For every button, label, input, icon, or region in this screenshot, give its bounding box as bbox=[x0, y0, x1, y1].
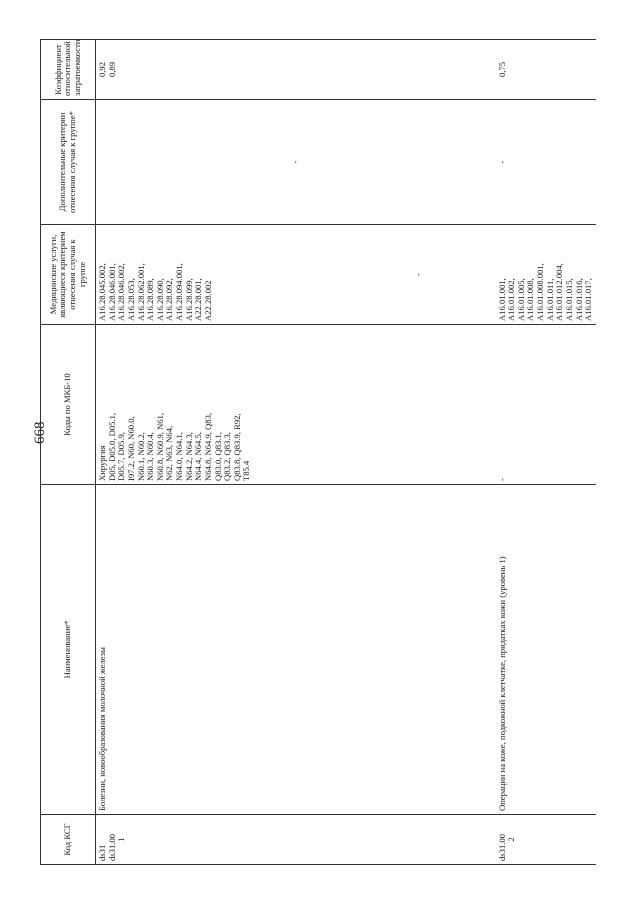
icd-line: D05.7, D05.9, bbox=[116, 432, 127, 481]
service-line: A16.28.046.002, bbox=[116, 263, 127, 321]
code-line: 1 bbox=[116, 837, 127, 842]
header-services: Медицинские услуги, являющиеся критерием отнесения случая к группе bbox=[41, 225, 96, 325]
rotated-page bbox=[40, 40, 597, 865]
service-line: A16.01.017, bbox=[583, 278, 594, 321]
icd-line: N60.1, N60.2, bbox=[135, 432, 146, 481]
icd-line: D05, D05.0, D05.1, bbox=[106, 412, 117, 481]
service-line: A16.28.099, bbox=[183, 278, 194, 321]
service-line: A16.01.001, bbox=[496, 278, 507, 321]
row-name: Операции на коже, подкожной клетчатке, придатках кожи (уровень 1) bbox=[496, 485, 596, 815]
service-line: A16.28.053, bbox=[125, 278, 136, 321]
icd-line: T85.4 bbox=[241, 460, 252, 481]
icd-line: N64.0, N64.1, bbox=[174, 432, 184, 481]
row-criteria: - bbox=[496, 100, 596, 225]
icd-line: N64.8, N64.9, Q83, bbox=[202, 412, 213, 481]
row-criteria: - bbox=[96, 100, 496, 225]
icd-line: N62, N63, N64, bbox=[164, 425, 175, 481]
code-line: ds31.00 bbox=[496, 834, 507, 861]
code-line: ds31 bbox=[97, 844, 107, 861]
row-coef bbox=[496, 40, 596, 100]
icd-line: N60.8, N60.9, N61, bbox=[154, 412, 165, 481]
icd-line: - bbox=[496, 478, 507, 481]
row-icd bbox=[96, 325, 496, 485]
service-line: A16.01.011, bbox=[544, 278, 555, 321]
code-line: 2 bbox=[506, 837, 517, 842]
table-row bbox=[496, 40, 596, 865]
service-line: A22.28.002 bbox=[202, 280, 213, 321]
icd-line: N64.4, N64.5, bbox=[193, 432, 204, 481]
service-line: A22.28.001, bbox=[193, 278, 204, 321]
service-line: A16.28.089, bbox=[145, 278, 156, 321]
service-line: A16.28.062.001, bbox=[135, 263, 146, 321]
row-name: Болезни, новообразования молочной железы bbox=[96, 485, 496, 815]
coef-line: 0,92 bbox=[97, 61, 107, 78]
header-criteria: Дополнительные критерии отнесения случая к группе* bbox=[41, 100, 96, 225]
services-dash: - bbox=[412, 273, 423, 276]
service-line: A16.01.008, bbox=[525, 278, 536, 321]
header-coef: Коэффициент относительной затратоемкости bbox=[41, 40, 96, 100]
header-code: Код КСГ bbox=[41, 815, 96, 865]
row-services bbox=[96, 225, 496, 325]
service-line: A16.01.016, bbox=[573, 278, 584, 321]
icd-line: Q83.8, Q83.9, R92, bbox=[231, 413, 242, 481]
coef-line: 0,89 bbox=[106, 61, 117, 78]
coef-line: 0,75 bbox=[496, 61, 507, 78]
icd-line: Хирургия bbox=[97, 445, 107, 481]
service-line: A16.01.015, bbox=[563, 278, 574, 321]
icd-line: N64.2, N64.3, bbox=[183, 432, 194, 481]
row-icd bbox=[496, 325, 596, 485]
service-line: A16.28.090, bbox=[154, 278, 165, 321]
table-row bbox=[96, 40, 496, 865]
icd-line: I97.2, N60, N60.0, bbox=[125, 416, 136, 481]
code-line: ds31.00 bbox=[106, 834, 117, 861]
service-line: A16.01.002, bbox=[506, 278, 517, 321]
service-line: A16.01.008.001, bbox=[535, 263, 545, 321]
icd-line: Q83.2, Q83.3, bbox=[222, 432, 233, 481]
header-name: Наименование* bbox=[41, 485, 96, 815]
service-line: A16.28.094.001, bbox=[174, 263, 184, 321]
header-icd: Коды по МКБ-10 bbox=[41, 325, 96, 485]
icd-line: Q83.0, Q83.1, bbox=[212, 432, 223, 481]
service-line: A16.28.045.002, bbox=[97, 263, 107, 321]
row-code bbox=[96, 815, 496, 865]
page-number: 668 bbox=[32, 421, 48, 444]
row-code bbox=[496, 815, 596, 865]
service-line: A16.28.092, bbox=[164, 278, 175, 321]
service-line: A16.28.046.001, bbox=[106, 263, 117, 321]
table-header-row bbox=[41, 40, 96, 865]
service-line: A16.01.012.004, bbox=[554, 263, 565, 321]
icd-line: N60.3, N60.4, bbox=[145, 432, 156, 481]
row-coef bbox=[96, 40, 496, 100]
row-services bbox=[496, 225, 596, 325]
service-line: A16.01.005, bbox=[515, 278, 526, 321]
ksg-table bbox=[40, 39, 596, 865]
